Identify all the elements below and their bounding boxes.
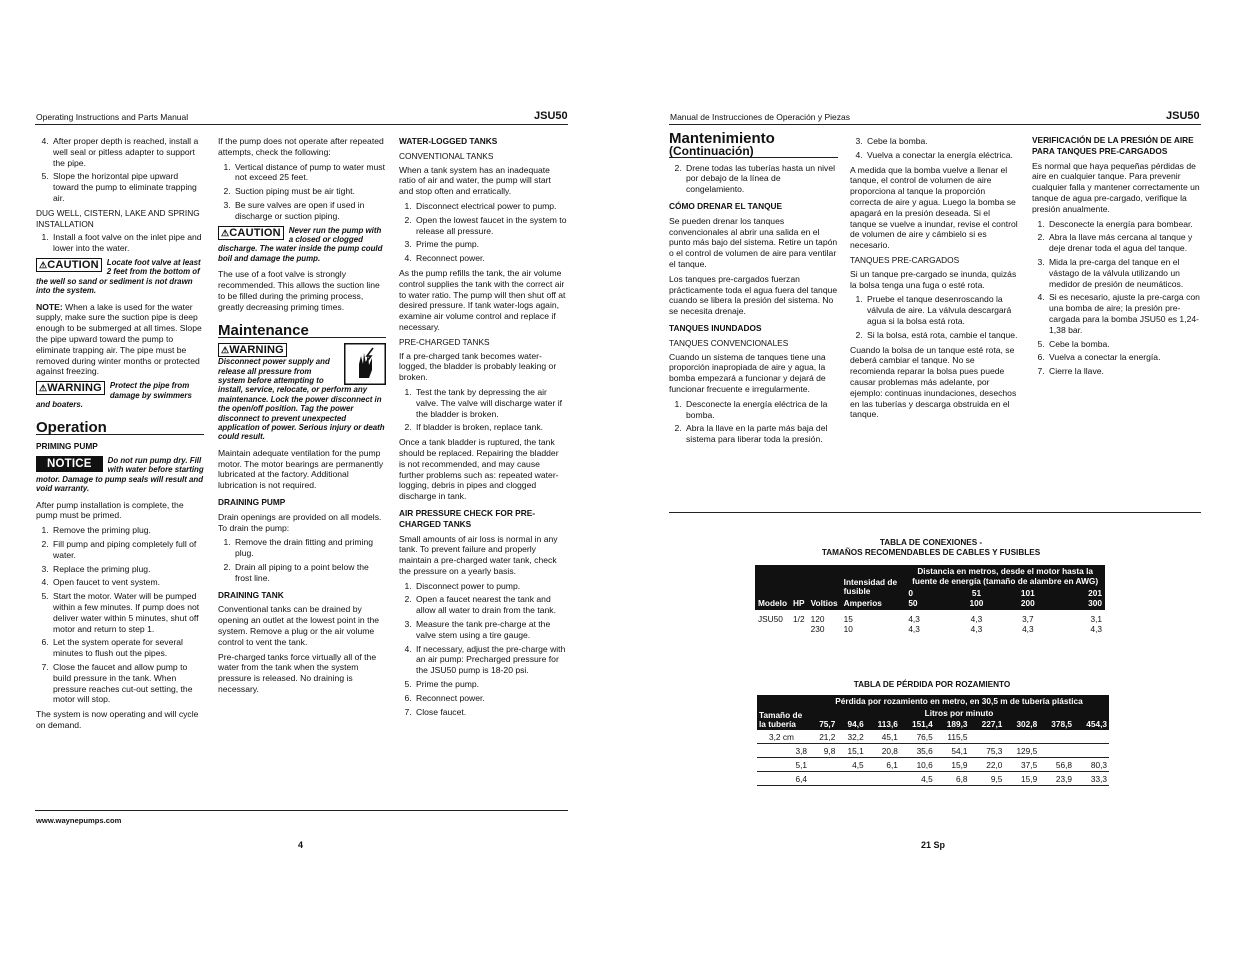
table-cell <box>808 610 841 634</box>
list-item: 2. Drain all piping to a point below the frost line. <box>233 562 386 584</box>
left-col-2 <box>218 136 386 699</box>
left-header-model: JSU50 <box>534 110 568 122</box>
flow-header-cell: 302,8 <box>1016 719 1038 729</box>
flow-header-cell: 227,1 <box>981 719 1003 729</box>
list-item: 2. Suction piping must be air tight. <box>233 186 386 197</box>
conventional-label: CONVENTIONAL TANKS <box>399 150 494 161</box>
dist-header-top: 201 <box>1088 588 1102 598</box>
friction-span-header: Pérdida por rozamiento en metro, en 30,5 m de tubería plástica <box>835 696 1083 706</box>
steps-es-list <box>850 136 1018 161</box>
list-item: 2. Fill pump and piping completely full of water. <box>51 539 204 561</box>
waterlogged-label: WATER-LOGGED TANKS <box>399 136 498 146</box>
conventional-drain-text: Conventional tanks can be drained by opening an outlet at the lowest point in the system. Remove a plug or the air volume control to vent the tank. <box>218 604 380 647</box>
table1-title <box>756 538 1106 558</box>
warning-box-2 <box>218 343 386 442</box>
electric-shock-hand-icon <box>344 343 386 385</box>
table-row <box>757 772 1109 786</box>
flow-header-cell: 113,6 <box>877 719 898 729</box>
list-item: 6. Reconnect power. <box>414 693 567 704</box>
list-item: 4. Open faucet to vent system. <box>51 577 204 588</box>
flow-header-cell: 378,5 <box>1051 719 1073 729</box>
list-item: 3. Be sure valves are open if used in discharge or suction piping. <box>233 200 386 222</box>
table-cell-line: 4,3 <box>1022 623 1034 634</box>
right-page-number: 21 Sp <box>921 840 946 850</box>
table-cell: 33,3 <box>1090 774 1107 784</box>
list-item: 5. Prime the pump. <box>414 679 567 690</box>
table-row <box>755 610 1105 634</box>
caution-label: CAUTION <box>47 258 99 271</box>
pre-steps-list <box>399 387 567 433</box>
wire-fuse-table <box>755 565 1105 634</box>
notice-box <box>36 456 204 494</box>
table2-title: TABLA DE PÉRDIDA POR ROZAMIENTO <box>853 680 1011 689</box>
list-item: 2. Open the lowest faucet in the system to release all pressure. <box>414 215 567 237</box>
conventional-text-es: Cuando un sistema de tanques tiene una proporción inapropiada de aire y agua, la bomba empezará a funcionar y dejará de funcionar frecuente e irregularmente. <box>669 351 826 394</box>
list-item: 1. Disconnect power to pump. <box>414 581 567 592</box>
table-cell <box>1054 610 1105 634</box>
table-cell-line: 230 <box>810 623 825 634</box>
table-cell: 56,8 <box>1055 760 1073 770</box>
right-mid-rule <box>669 512 1201 513</box>
right-header-model: JSU50 <box>1166 110 1200 122</box>
table-cell: 22,0 <box>986 760 1003 770</box>
friction-loss-table <box>757 695 1109 786</box>
list-item: 2. Si la bolsa, está rota, cambie el tanque. <box>865 330 1018 341</box>
after-install-text: After pump installation is complete, the pump must be primed. <box>36 499 184 521</box>
table-cell <box>1004 730 1039 744</box>
table-cell-line: 4,3 <box>970 614 983 624</box>
table-cell-line: 4,3 <box>908 614 920 624</box>
flow-header: Litros por minuto <box>924 708 994 718</box>
table-cell-line: 15 <box>843 614 853 624</box>
list-item: 4. Reconnect power. <box>414 253 567 264</box>
priming-steps-list <box>36 525 204 705</box>
warning-text: Disconnect power supply and release all pressure from system before attempting to install, service, relocate, or perform any maintenance. Lock the power disconnect in the open/off position. Tag the power disconnect to prevent unexpected application of power. Serious injury or death could result. <box>218 357 385 442</box>
left-col-3 <box>399 136 567 721</box>
right-col-2 <box>850 136 1018 424</box>
note-paragraph <box>36 302 204 378</box>
check-intro: If the pump does not operate after repeated attempts, check the following: <box>218 136 384 157</box>
left-header-title: Operating Instructions and Parts Manual <box>36 112 189 122</box>
list-item: 7. Close faucet. <box>414 707 567 718</box>
table-cell: 76,5 <box>916 732 933 742</box>
table-cell <box>1039 730 1074 744</box>
table-cell: 21,2 <box>819 732 836 742</box>
draining-pump-label: DRAINING PUMP <box>218 497 286 508</box>
table-cell: 6,1 <box>886 760 898 770</box>
warning-box <box>36 381 204 409</box>
air-check-text-es: Es normal que haya pequeñas pérdidas de aire en cualquier tanque. Para prevenir cualquier falla y mantener correctamente un tanque de agua pre-cargado, verifique la presión anualmente. <box>1032 160 1200 214</box>
table-row <box>757 744 1109 758</box>
notice-badge: NOTICE <box>36 456 103 472</box>
list-item: 5. Cebe la bomba. <box>1047 339 1201 350</box>
list-item: 1. Pruebe el tanque desenroscando la válvula de aire. La válvula descargará agua si la bolsa está rota. <box>865 294 1018 326</box>
table-cell-line: 4,3 <box>970 623 983 634</box>
table-cell <box>809 758 837 772</box>
table-cell: 1/2 <box>793 614 805 624</box>
warning-triangle-icon: ⚠ <box>39 383 48 394</box>
col-header: HP <box>793 598 805 608</box>
precharged-text: If a pre-charged tank becomes water-logged, the bladder is probably leaking or broken. <box>399 350 557 383</box>
table-cell: 15,1 <box>847 746 864 756</box>
list-item: 5. Start the motor. Water will be pumped within a few minutes. If pump does not deliver water within 5 minutes, shut off motor and return to step 1. <box>51 591 204 634</box>
note-label: NOTE: <box>36 301 63 312</box>
priming-pump-label: PRIMING PUMP <box>36 441 98 452</box>
right-col-1 <box>669 130 838 449</box>
list-item: 3. Prime the pump. <box>414 239 567 250</box>
pipe-size-cell: 6,4 <box>795 774 807 784</box>
table-cell <box>1002 610 1053 634</box>
table-cell-line: 3,7 <box>1022 614 1034 624</box>
list-item: 4. After proper depth is reached, install a well seal or pitless adapter to support the pipe. <box>51 136 204 168</box>
right-page <box>618 0 1235 954</box>
flow-header-cell: 189,3 <box>946 719 968 729</box>
table-cell: 54,1 <box>951 746 968 756</box>
drain-openings-text: Drain openings are provided on all models. To drain the pump: <box>218 511 382 533</box>
list-item: 1. Test the tank by depressing the air valve. The valve will discharge water if the bladder is broken. <box>414 387 567 419</box>
list-item: 3. Replace the priming plug. <box>51 564 204 575</box>
table-cell: 23,9 <box>1055 774 1073 784</box>
dist-header-bottom: 200 <box>1020 598 1035 608</box>
list-item: 6. Let the system operate for several minutes to flush out the pipes. <box>51 637 204 659</box>
distance-span-header: Distancia en metros, desde el motor hasta la fuente de energía (tamaño de alambre en AWG) <box>912 566 1099 586</box>
list-item: 7. Cierre la llave. <box>1047 366 1201 377</box>
drain-text-2-es: Los tanques pre-cargados fuerzan prácticamente toda el agua fuera del tanque cuando se libera la presión del sistema. No se necesita drenaje. <box>669 273 838 317</box>
table-cell <box>809 772 837 786</box>
foot-valve-text: The use of a foot valve is strongly recommended. This allows the suction line to be filled during the priming process, greatly decreasing priming times. <box>218 269 380 312</box>
table-cell <box>1074 744 1109 758</box>
air-steps-es-list <box>1032 219 1201 377</box>
flow-header-cell: 94,6 <box>847 719 864 729</box>
drain-steps-es-list <box>669 163 838 195</box>
right-header-title: Manual de Instrucciones de Operación y Piezas <box>670 112 851 122</box>
precharged-text-es: Si un tanque pre-cargado se inunda, quizás la bolsa tenga una fuga o esté rota. <box>850 268 1017 290</box>
dug-steps-list <box>36 232 204 254</box>
list-item: 1. Remove the drain fitting and priming plug. <box>233 537 386 559</box>
precharged-drain-text: Pre-charged tanks force virtually all of the water from the tank when the system pressure is released. No draining is necessary. <box>218 651 377 694</box>
table-header-row <box>757 695 1109 707</box>
table-cell: 75,3 <box>986 746 1003 756</box>
table-cell: 129,5 <box>1016 746 1038 756</box>
warning-triangle-icon: ⚠ <box>221 227 230 238</box>
left-col-1 <box>36 136 204 735</box>
table-cell: 37,5 <box>1021 760 1038 770</box>
table-cell: 4,5 <box>921 774 933 784</box>
flow-header-cell: 151,4 <box>911 719 933 729</box>
drain-tank-label-es: CÓMO DRENAR EL TANQUE <box>669 200 783 211</box>
continuacion-subheading: (Continuación) <box>669 146 838 158</box>
dug-well-label: DUG WELL, CISTERN, LAKE AND SPRING INSTALLATION <box>36 207 200 229</box>
pipe-size-cell: 3,2 cm <box>769 732 794 742</box>
table-cell: 4,5 <box>852 760 864 770</box>
precharged-label: PRE-CHARGED TANKS <box>399 336 490 347</box>
list-item: 4. Vuelva a conectar la energía eléctrica. <box>865 150 1018 161</box>
table-row <box>757 730 1109 744</box>
dist-header-bottom: 100 <box>969 598 984 608</box>
dist-header-bottom: 300 <box>1088 598 1102 608</box>
dist-header-top: 101 <box>1020 588 1035 598</box>
table-cell-line: 4,3 <box>908 623 920 634</box>
table-cell-line: 4,3 <box>1090 623 1102 634</box>
left-page-number: 4 <box>298 840 304 850</box>
table-header-row <box>757 719 1109 730</box>
table-cell <box>905 610 950 634</box>
table-cell: 32,2 <box>847 732 864 742</box>
warning-label: WARNING <box>229 344 284 357</box>
precharged-label-es: TANQUES PRE-CARGADOS <box>850 254 960 265</box>
ventilation-text: Maintain adequate ventilation for the pump motor. The motor bearings are permanently lubricated at the factory. Additional lubrication is not required. <box>218 447 384 491</box>
table-cell <box>1039 744 1074 758</box>
pipe-size-cell: 5,1 <box>795 760 807 770</box>
air-loss-text: Small amounts of air loss is normal in any tank. To prevent failure and properly maintain a pre-charged water tank, check the pressure on a yearly basis. <box>399 533 558 576</box>
list-item: 6. Vuelva a conectar la energía. <box>1047 352 1201 363</box>
conv-steps-list <box>399 201 567 264</box>
warning-text: Protect the pipe from damage by swimmers and boaters. <box>36 381 192 409</box>
refills-text: As the pump refills the tank, the air volume control supplies the tank with the correct air to water ratio. The pump will then shut off at desired pressure. If tank water-logs again, examine air volume control and replace if necessary. <box>399 267 566 332</box>
table-cell: 9,8 <box>823 746 836 756</box>
pipe-size-cell: 3,8 <box>795 746 807 756</box>
caution-box <box>36 258 204 296</box>
table-cell-line: 10 <box>843 623 853 634</box>
drain-text-1-es: Se pueden drenar los tanques convencionales al abrir una salida en el punto más bajo del sistema. Retire un tapón o el control de volumen de aire para ventilar el tanque. <box>669 215 838 269</box>
system-operating-text: The system is now operating and will cycle on demand. <box>36 709 199 730</box>
table-cell <box>1074 730 1109 744</box>
caution-text: Never run the pump with a closed or clogged discharge. The water inside the pump could boil and damage the pump. <box>218 225 383 263</box>
table-cell: 80,3 <box>1090 760 1107 770</box>
list-item: 1. Install a foot valve on the inlet pipe and lower into the water. <box>51 232 204 254</box>
list-item: 2. Open a faucet nearest the tank and allow all water to drain from the tank. <box>414 594 567 616</box>
table-cell: 115,5 <box>947 732 968 742</box>
table-cell <box>970 730 1005 744</box>
list-item: 3. Measure the tank pre-charge at the valve stem using a tire gauge. <box>414 619 567 641</box>
list-item: 2. Abra la llave en la parte más baja del sistema para liberar toda la presión. <box>684 423 838 445</box>
left-header-rule <box>35 124 568 125</box>
operation-heading: Operation <box>36 423 204 435</box>
steps-a-list <box>36 136 204 204</box>
warning-triangle-icon: ⚠ <box>221 345 230 356</box>
table-cell: 20,8 <box>881 746 898 756</box>
air-steps-list <box>399 581 567 718</box>
table1-title-line2: TAMAÑOS RECOMENDABLES DE CABLES Y FUSIBLES <box>821 548 1041 557</box>
list-item: 4. If necessary, adjust the pre-charge with an air pump: Precharged pressure for the JSU50 pump is 18-20 psi. <box>414 644 567 676</box>
air-check-heading-es: VERIFICACIÓN DE LA PRESIÓN DE AIRE PARA TANQUES PRE-CARGADOS <box>1032 135 1194 156</box>
caution-badge <box>36 258 102 272</box>
table-cell-line: 3,1 <box>1090 614 1102 624</box>
draining-tank-label: DRAINING TANK <box>218 589 284 600</box>
flow-header-cell: 75,7 <box>819 719 836 729</box>
warning-label: WARNING <box>47 382 102 395</box>
table-cell <box>951 610 1002 634</box>
caution-box-2 <box>218 226 386 264</box>
table-cell <box>837 772 865 786</box>
list-item: 2. Abra la llave más cercana al tanque y deje drenar toda el agua del tanque. <box>1047 232 1201 254</box>
caution-badge <box>218 226 284 240</box>
col-header: Voltios <box>810 598 838 608</box>
caution-text: Locate foot valve at least 2 feet from the bottom of the well so sand or sediment is not drawn into the system. <box>36 257 201 296</box>
note-text: When a lake is used for the water supply, make sure the suction pipe is deep enough to be submerged at all times. Slope the pipe upward toward the pump to eliminate trapping air. The pipe must be removed during winter months or protected against freezing. <box>36 301 202 377</box>
table-cell <box>866 772 900 786</box>
conv-steps-es-list <box>669 399 838 445</box>
warning-triangle-icon: ⚠ <box>39 259 48 270</box>
conventional-label-es: TANQUES CONVENCIONALES <box>669 337 789 348</box>
flow-header-cell: 454,3 <box>1086 719 1107 729</box>
flooded-label-es: TANQUES INUNDADOS <box>669 322 762 333</box>
dist-header-top: 0 <box>908 588 913 598</box>
table-cell: 35,6 <box>916 746 933 756</box>
broken-text-es: Cuando la bolsa de un tanque esté rota, se deberá cambiar el tanque. No se recomienda reparar la bolsa pues puede causar problemas más adelante, por ejemplo: continuas inundaciones, desechos en las tuberías y descarga obstruida en el tanque. <box>850 344 1017 420</box>
warning-badge <box>36 381 105 395</box>
list-item: 2. If bladder is broken, replace tank. <box>414 422 567 433</box>
list-item: 5. Slope the horizontal pipe upward toward the pump to eliminate trapping air. <box>51 171 204 203</box>
list-item: 1. Vertical distance of pump to water must not exceed 25 feet. <box>233 162 386 184</box>
air-check-label: AIR PRESSURE CHECK FOR PRE-CHARGED TANKS <box>399 507 535 529</box>
table-cell: 10,6 <box>916 760 933 770</box>
table-cell: 6,8 <box>956 774 968 784</box>
list-item: 1. Desconecte la energía eléctrica de la bomba. <box>684 399 838 421</box>
caution-label: CAUTION <box>229 226 281 239</box>
size-header: Tamaño de la tubería <box>759 710 803 729</box>
mantenimiento-heading: Mantenimiento <box>669 130 775 147</box>
right-header-rule <box>669 124 1201 125</box>
col-header: Amperios <box>843 598 882 608</box>
footer-url[interactable]: www.waynepumps.com <box>36 816 122 825</box>
table-cell: 9,5 <box>990 774 1003 784</box>
list-item: 3. Mida la pre-carga del tanque en el vástago de la válvula utilizando un medidor de presión de neumáticos. <box>1047 257 1201 289</box>
list-item: 1. Desconecte la energía para bombear. <box>1047 219 1201 230</box>
dist-header-top: 51 <box>971 588 982 598</box>
left-footer-rule <box>35 810 568 811</box>
warning-badge <box>218 343 287 357</box>
fuse-header: Intensidad de fusible <box>843 577 898 596</box>
list-item: 4. Si es necesario, ajuste la pre-carga con una bomba de aire; la presión pre-cargada para la bomba JSU50 es 1,24-1,38 bar. <box>1047 292 1201 335</box>
table-cell: 45,1 <box>881 732 898 742</box>
maintenance-heading: Maintenance <box>218 326 386 338</box>
notice-text: Do not run pump dry. Fill with water before starting motor. Damage to pump seals will result and void warranty. <box>36 455 204 494</box>
table-header-row <box>755 565 1105 588</box>
list-item: 1. Remove the priming plug. <box>51 525 204 536</box>
list-item: 2. Drene todas las tuberías hasta un nivel por debajo de la línea de congelamiento. <box>684 163 838 195</box>
drain-steps-list <box>218 537 386 583</box>
pre-steps-es-list <box>850 294 1018 340</box>
right-col-3 <box>1032 135 1201 381</box>
table-cell-line: 120 <box>810 614 825 624</box>
refill-text-es: A medida que la bomba vuelve a llenar el tanque, el control de volumen de aire proporciona al tanque la proporción correcta de aire y agua. Luego la bomba se apagará en la presión deseada. Si el tanque se vuelve a inundar, revise el control de volumen de aire y cámbielo si es necesario. <box>850 164 1018 251</box>
col-header: Modelo <box>758 598 788 608</box>
list-item: 7. Close the faucet and allow pump to build pressure in the tank. When pressure reaches cut-out setting, the motor will stop. <box>51 662 204 705</box>
friction-body <box>757 730 1109 786</box>
table-header-row <box>757 707 1109 719</box>
table-cell: JSU50 <box>758 614 783 624</box>
table-row <box>757 758 1109 772</box>
dist-header-bottom: 50 <box>908 598 918 608</box>
list-item: 3. Cebe la bomba. <box>865 136 1018 147</box>
table-cell <box>841 610 906 634</box>
list-item: 1. Disconnect electrical power to pump. <box>414 201 567 212</box>
table1-title-line1: TABLA DE CONEXIONES - <box>879 538 983 547</box>
table-cell: 15,9 <box>1021 774 1038 784</box>
ruptured-text: Once a tank bladder is ruptured, the tank should be replaced. Repairing the bladder is not recommended, and may cause further problems such as: repeated water-logging, debris in pipes and clogged discharge in tank. <box>399 437 559 502</box>
conventional-text: When a tank system has an inadequate ratio of air and water, the pump will start and stop often and erratically. <box>399 164 551 197</box>
checks-list <box>218 162 386 222</box>
table-cell: 15,9 <box>951 760 968 770</box>
